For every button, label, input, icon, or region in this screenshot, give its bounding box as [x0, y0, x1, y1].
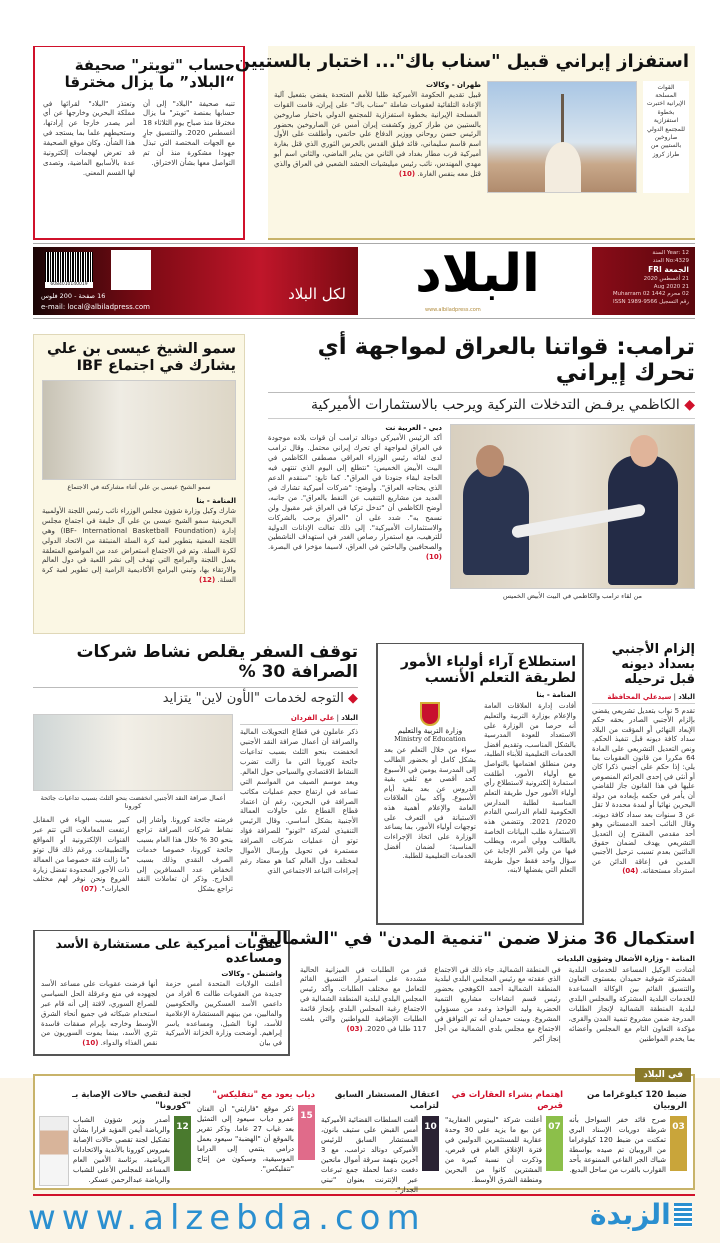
- website-link[interactable]: www.albiladpress.com: [425, 307, 481, 313]
- sanctions-headline: عقوبات أميركية على مستشارة الأسد ومساعده: [55, 936, 282, 966]
- issue-info-box: [592, 247, 695, 315]
- levy-story: إلزام الأجنبي بسداد ديونه قبل ترحيله البلاد | سيدعلي المحافظة تقدم 5 نواب بتعديل تشريعي يقضي بإلزام الأجنبي الصادر بحقه حكم الإبعاد النهائي أو المؤقت من البلاد سداد كافة ديونه قبل تنفيذ الحكم. ونص التعديل التشريعي على المادة 64 مكررا من قانون العقوبات بما يلي: إذا حكم على أجنبي ذكرا كان أو أنثى في إحدى الجرائم المنصوص عليها في هذا القانون جاز للقاضي أن يأمر في حكمه بإبعاده من دولة البحرين نهائيا أو لمدة محددة لا تقل عن 3 سنوات بعد سداد كافة ديونه. وقال النائب أحمد الدمستاني وهو أحد مقدمي المقترح إن التعديل التشريعي يهدف لضمان حقوق الدائنين بعدم تسبب ترحيل الأجنبي المدين في إعاقة الدائن عن استرداد مستحقاته. (04): [592, 642, 696, 876]
- brief-title: اعتقال المستشار السابق لترامب: [334, 1090, 439, 1112]
- ibf-dateline: المنامة - بنا: [196, 496, 236, 505]
- houses-col3: قدر من الطلبات في الميزانية الحالية مشددة على استمرار التنسيق القائم للتعامل مع مختلف الطلبات. وأكد رئيس المجلس البلدي لبلدية المنطقة الشمالية في الاجتماع رغبة المجلس البلدي بإنجاز قائمة الطلبات الإضافية للمواطنين والتي بلغت 117 طلبا في 2020.: [300, 965, 427, 1034]
- brand-label: البلاد: [341, 713, 358, 722]
- twitter-col1: تنبه صحيفة "البلاد" إلى أن حسابها بمنصة "تويتر" ما يزال مخترقا منذ صباح يوم الثلاثاء 18 أغسطس 2020. والتنسيق جارٍ مع الجهات المختصة التي تبذل جهودا مشكورة منذ أن تم التواصل معها بشأن الاختراق.: [143, 99, 235, 168]
- page-ref: (12): [198, 576, 216, 585]
- top-story: [234, 46, 695, 240]
- houses-col2: في المنطقة الشمالية. جاء ذلك في الاجتماع الذي عقدته مع رئيس المجلس البلدي لبلدية المنطقة الشمالية أحمد الكوهجي بحضور رئيس قسم انشاءات مشاريع التنمية الحضرية وليد النواخذ وعدد من مسؤولي المشروع. وبينت حميدان أنه تم التوافق في الاجتماع مع مجلس بلدي الشمالية من أجل إنجاز أكبر: [434, 965, 561, 1044]
- main-photo-caption: من لقاء ترامب والكاظمي في البيت الأبيض الخميس: [503, 592, 642, 601]
- main-story: [268, 334, 695, 634]
- twitter-notice-box: حساب "تويتر" صحيفة “البلاد” ما يزال مخترقا تنبه صحيفة "البلاد" إلى أن حسابها بمنصة "تويتر" ما يزال مخترقا منذ صباح يوم الثلاثاء 18 أغسطس 2020. والتنسيق جارٍ مع الجهات المختصة التي تبذل جهودا مشكورة منذ أن تم التواصل معها بشأن الاختراق. وتعتذر "البلاد" لقرائها في مملكة البحرين وخارجها عن أي أمر يصدر خارجا عن إرادتها، وستحيطهم علما بما يستجد في هذا الشأن. وكان موقع الصحيفة قد تعرض لهجمات إلكترونية عدة بالأسابيع الماضية، وتصدى لها القسم المعني.: [33, 46, 245, 240]
- briefs-label: في البلاد: [635, 1068, 691, 1082]
- twitter-col2: وتعتذر "البلاد" لقرائها في مملكة البحرين وخارجها عن أي أمر يصدر خارجا عن إرادتها، وستحيطهم علما بما يستجد في هذا الشأن. وكان موقع الصحيفة قد تعرض لهجمات إلكترونية عدة بالأسابيع الماضية، وتصدى لها القسم المعني.: [43, 99, 135, 178]
- page-ref: (10): [398, 170, 416, 179]
- author: علي الفردان: [290, 713, 335, 722]
- exchange-headline: توقف السفر يقلص نشاط شركات الصرافة 30 %: [76, 642, 358, 682]
- day: الجمعة FRI: [648, 265, 689, 275]
- main-dateline: دبي - العربية نت: [385, 424, 442, 433]
- brief-title: لجنة لتقصي حالات الإصابة بـ "كورونا": [72, 1090, 191, 1112]
- top-story-body: قبيل تقديم الحكومة الأميركية طلبا للأمم المتحدة يقضي بتفعيل آلية الإعادة التلقائية لعقوبات شاملة "سناب باك" على إيران، قامت القوات المسلحة الإيرانية بخطوة استفزازية للمجتمع الدولي باختبار صاروخين بالستيين من طراز كروز وكشفت إيران أمس عن الصاروخين بحضور الرئيس حسن روحاني ووزير الدفاع علي حاتمي، وأطلقت على الأول اسم قاسم سليماني، قائد فيلق القدس بالحرس الثوري الذي قتل بغارة أميركية قرب مطار بغداد في الثاني من يناير الماضي، والثاني اسم أبو مهدي المهندس، نائب رئيس ميليشيات الحشد الشعبي في العراق والذي قتل معه بنفس الغارة.: [274, 90, 481, 179]
- main-subhead: الكاظمي يرفـض التدخلات التركية ويرحب بالاستثمارات الأميركية: [311, 396, 680, 413]
- brief-text: صرح قائد خفر السواحل بأنه شرطة دوريات الإسناد البري تمكنت من ضبط 120 كيلوغراما من الروبيان تم صيده بواسطة شباك الجر القاعي الممنوعة بأحد القوارب بالقرب من ساحل البديع.: [569, 1116, 666, 1174]
- brief-title: دياب يعود مع "نتفليكس": [212, 1090, 315, 1100]
- author: سيدعلي المحافظة: [607, 692, 672, 701]
- sanctions-dateline: واشنطن - وكالات: [221, 969, 282, 978]
- page-ref: (03): [346, 1025, 363, 1034]
- qr-code: [111, 250, 151, 290]
- education-col2: سواء من خلال التعلم عن بعد بشكل كامل أو بحضور الطالب إلى المدرسة يومين في الأسبوع كحد أقصى مع تلقي بقية الدروس عن بعد بقية أيام الأسبوع. وأكد بيان العلاقات العامة والإعلام أهمية هذه الاستبانة في التعرف على توجهات أولياء الأمور، بما يساعد الوزارة على اتخاذ الإجراءات المناسبة؛ لضمان أفضل الخدمات التعليمية للطلبة.: [384, 746, 476, 861]
- page-ref: (10): [425, 553, 442, 562]
- levy-headline: إلزام الأجنبي بسداد ديونه قبل ترحيله: [611, 642, 695, 687]
- brief-text: ألقت السلطات القضائية الأميركية أمس القبض على ستيف بانون، المستشار السابق للرئيس الأميركي دونالد ترامب، مع 3 آخرين بتهمة سرقة أموال مانحين دفعت دعما لحملة جمع تبرعات عبر الإنترنت بعنوان "نبني الجدار".: [321, 1116, 418, 1194]
- page-badge: 07: [546, 1116, 563, 1171]
- brief-item: [569, 1090, 687, 1176]
- year: Year: 12 السنة: [652, 250, 689, 256]
- main-body: أكد الرئيس الأميركي دونالد ترامب أن قوات بلاده موجودة في العراق لمواجهة أي تحرك إيراني محتمل. وقال ترامب لدى لقائه رئيس الوزراء العراقي مصطفى الكاظمي في البيت الأبيض الخميس: "نتطلع إلى اليوم الذي تنتهي فيه الحاجة لبقاء جنودنا في العراق". كما تابع: "سنقدم الدعم الذي يحتاجه العراق". وأوضح: "شركات أميركية تشارك في العديد من مشاريع التنقيب عن النفط بالعراق". من جانبه، أوضح الكاظمي أن "تدخل تركيا في العراق غير مقبول ولن نسمح به". شدد على أن "العراق يرحب بالشركات والاستثمارات الأميركية". إلى ذلك تعالت الإدانات الدولية للترهيب، مع استمرار رصاص الغدر في استهداف الناشطين والصحافيين والباحثين في العراق، لاسيما مؤخرا في البصرة.: [268, 434, 442, 552]
- barcode: [45, 252, 93, 282]
- page-badge: 12: [174, 1116, 191, 1171]
- ibf-caption: سمو الشيخ عيسى بن علي أثناء مشاركته في الاجتماع: [67, 483, 211, 492]
- brief-title: ضبط 120 كيلوغراما من الروبيان: [586, 1090, 687, 1112]
- page-ref: (10): [82, 1039, 99, 1048]
- page-badge: 03: [670, 1116, 687, 1171]
- trump-kadhimi-photo: [450, 424, 695, 589]
- exchange-story: توقف السفر يقلص نشاط شركات الصرافة 30 % ◆ التوجه لخدمات "الأون لاين" يتزايد البلاد | علي الفردان ذكر عاملون في قطاع التحويلات المالية والصرافة أن أعمال صرافة النقد الأجنبي انخفضت بنحو الثلث بسبب تداعيات جائحة كورونا التي ما زالت تضرب النشاط الاقتصادي والسياحي حول العالم. ويعد موسم الصيف من المواسم التي تساعد في ارتفاع حجم عمليات مكاتب الصرافة في البحرين، رغم أن اعتماد قطاع القطاع على حاولات العمالة الأجنبية بشكل أساسي. وقال الرئيس التنفيذي لشركة "اتونو" للصرافة فؤاد توتو أن عمليات شركات الصرافة مستمرة في تحويل وإرسال الأموال لمختلف دول العالم كما هو معتاد رغم إجراءات التباعد الاجتماعي الذي أعمال صرافة النقد الأجنبي انخفضت بنحو الثلث بسبب تداعيات جائحة كورونا فرضته جائحة كورونا. وأشار إلى نشاط شركات الصرافة تراجع بنحو 30 % خلال هذا العام بسبب جائحة كورونا، خصوصا خدمات الصرف النقدي وذلك بسبب انخفاض عدد المسافرين إلى الخارج. وذكر أن تعاملات النقد تراجع بشكل كبير بسبب الوباء في المقابل ارتفعت المعاملات التي تتم عبر القنوات الإلكترونية أو المواقع والتطبيقات. ورغم ذلك قال توتو "ما زالت فئة خصوصا من العمالة ذات الأجور المحدودة تفضل زيارة الفروع ونحن نوفر لهم مختلف الخيارات". (07): [33, 642, 358, 894]
- brief-text: أعلنت شركة "ليبتوس العقارية" عن بيع ما يزيد على 30 وحدة عقارية للمستثمرين الدوليين في فترة الإغلاق العام في قبرص، وذكرت أن نسبة كبيرة من المشترين كانوا من البحرين ومنطقة الشرق الأوسط.: [445, 1116, 543, 1184]
- top-story-dateline: طهران - وكالات: [425, 80, 481, 89]
- newspaper-icon: [674, 1203, 692, 1227]
- ibf-body: شارك وكيل وزارة شؤون مجلس الوزراء نائب رئيس اللجنة الأولمبية البحرينية سمو الشيخ عيسى بن علي آل خليفة في اجتماع مجلس إدارة (IBF- International Basketball Foundation) وهي اللجنة المعنية بتطوير لعبة كرة السلة المنبثقة من الاتحاد الدولي لكرة السلة. وتم في الاجتماع استعراض عدد من المواضيع المتعلقة بعمل اللجنة والبرامج التي تهدف إلى نشر اللعبة في دول العالم والارتقاء بها، وتبني البرامج الأكاديمية الرامية إلى تطوير لعبة كرة السلة.: [42, 506, 236, 585]
- minister-portrait: [39, 1116, 69, 1186]
- education-headline: استطلاع آراء أولياء الأمور لطريقة التعلم الأنسب: [400, 654, 576, 687]
- alzebda-logo: [590, 1198, 692, 1231]
- exchange-col2: فرضته جائحة كورونا. وأشار إلى نشاط شركات الصرافة تراجع بنحو 30 % خلال هذا العام بسبب جائحة كورونا، خصوصا خدمات الصرف النقدي وذلك بسبب انخفاض عدد المسافرين إلى الخارج. وذكر أن تعاملات النقد تراجع بشكل: [136, 815, 234, 894]
- exchange-counter-photo: [33, 714, 233, 791]
- brief-item: [39, 1090, 191, 1186]
- masthead-slogan: لكل البلاد: [288, 285, 346, 303]
- date-ar: 21 أغسطس 2020: [643, 275, 689, 282]
- issue-number: No:4329 العدد: [652, 257, 689, 264]
- brief-text: أصدر وزير شؤون الشباب والرياضة أيمن المؤيد قرارا بشأن تشكيل لجنة تقصي حالات الإصابة بفيروس كورونا بالأندية والاتحادات الرياضية، برئاسة الأمين العام المساعد للمجلس الأعلى للشباب والرياضة عبدالرحمن عسكر.: [73, 1116, 170, 1184]
- sanctions-col2: أنها فرضت عقوبات على مساعد الأسد لجهوده في منع وعرقلة الحل السياسي للصراع السوري، لافتة إلى أنه قام عبر استخدام شبكاته في جميع أنحاء الشرق الأوسط وخارجه بإبرام صفقات فاسدة تثري الأسد، بينما يموت السوريون من نقص الغذاء والدواء.: [41, 979, 158, 1048]
- sanctions-col1: أعلنت الولايات المتحدة أمس حزمة جديدة من العقوبات طالت 6 أفراد من داعمي الأسد العسكريين والحكوميين والماليين، من بينهم المستشارة الإعلامية للأسد، لونا الشبل، ومساعده ياسر إبراهيم. أوضحت وزارة الخزانة الأميركية في بيان: [165, 979, 283, 1048]
- exchange-caption: أعمال صرافة النقد الأجنبي انخفضت بنحو الثلث بسبب تداعيات جائحة كورونا: [40, 793, 226, 811]
- missile-launch-photo: [487, 81, 637, 193]
- houses-dateline: المنامة - وزارة الأشغال وشؤون البلديات: [557, 954, 695, 963]
- top-story-caption: القوات المسلحة الإيرانية اختبرت بخطوة استفزازية للمجتمع الدولي صاروخين بالستيين من طراز كروز: [646, 83, 686, 158]
- brief-title: اهتمام بشراء العقارات في قبرص: [451, 1090, 563, 1112]
- masthead-banner: [33, 247, 358, 315]
- alzebda-logo-text: الزبدة: [590, 1198, 671, 1231]
- page-badge: 10: [422, 1116, 439, 1171]
- ibf-story: [33, 334, 245, 634]
- hijri-date: 02 محرم 1442 02 Muharram: [612, 291, 689, 298]
- education-col1: أفادت إدارة العلاقات العامة والإعلام بوزارة التربية والتعليم أنه حرصا من الوزارة على الاستعداد للعودة المدرسية بالشكل المناسب، وتقديم أفضل الخدمات التعليمية للأبناء الطلبة، ومن منطلق اهتمامها بالتواصل مع أولياء الأمور، أطلقت استمارة إلكترونية لاستطلاع رأي أولياء الأمور حول طريقة التعلم المناسبة لطلبة المدارس الحكومية للعام الدراسي القادم 2020/ 2021. وتتضمن هذه الاستمارة طلب البيانات الخاصة بالطالب وولي أمره، ويطلب فيها من ولي الأمر الإجابة عن سؤال واحد فقط حول طريقة التعلم التي يفضلها لابنه،: [484, 702, 576, 875]
- ministry-of-education-logo: [384, 702, 476, 743]
- albilad-logo: [370, 244, 585, 316]
- moe-ar: وزارة التربية والتعليم: [397, 726, 463, 736]
- issn: رقم التسجيل ISSN 1989-9566: [612, 298, 689, 305]
- ibf-meeting-photo: [42, 380, 236, 480]
- page-ref: (04): [622, 867, 639, 876]
- brief-item: [197, 1090, 315, 1175]
- brand-label: البلاد: [678, 692, 695, 701]
- houses-headline: استكمال 36 منزلا ضمن "تنمية المدن" في "الشمالية": [249, 929, 695, 949]
- education-story: [376, 643, 584, 925]
- brief-text: ذكر موقع "فارايتي" أن الفنان عمرو دياب سيعود إلى التمثيل بعد غياب 27 عاما. وذكر تقرير بالموقع أن "الهضبة" سيعود بعمل درامي ينتمي إلى الدراما الموسيقية، وسيكون من إنتاج "نتفليكس".: [197, 1105, 294, 1173]
- briefs-box: [33, 1070, 695, 1194]
- alzebda-url[interactable]: www.alzebda.com: [28, 1198, 426, 1238]
- page-badge: 15: [298, 1105, 315, 1160]
- brief-item: [445, 1090, 563, 1186]
- houses-col1: أشادت الوكيل المساعد للخدمات البلدية المشتركة شوقية حميدان بمستوى التعاون والتنسيق القائم بين الوكالة المساعدة للخدمات البلدية المشتركة والمجلس البلدي لبلدية المنطقة الشمالية لإنجاز الطلبات المدرجة ضمن مشروع تنمية المدن والقرى، مؤكدة التعاون التام مع المجلس وأعضائه بما يخدم المواطنين: [568, 965, 695, 1044]
- exchange-col3: كبير بسبب الوباء في المقابل ارتفعت المعاملات التي تتم عبر القنوات الإلكترونية أو المواقع والتطبيقات. ورغم ذلك قال توتو "ما زالت فئة خصوصا من العمالة ذات الأجور المحدودة تفضل زيارة الفروع ونحن نوفر لهم مختلف الخيارات".: [33, 815, 130, 894]
- twitter-headline-line1: حساب "تويتر" صحيفة: [74, 56, 235, 74]
- logo-text: البلاد: [415, 244, 540, 304]
- exchange-col1: ذكر عاملون في قطاع التحويلات المالية والصرافة أن أعمال صرافة النقد الأجنبي انخفضت بنحو الثلث بسبب تداعيات جائحة كورونا التي ما زالت تضرب النشاط الاقتصادي والسياحي حول العالم. ويعد موسم الصيف من المواسم التي تساعد في ارتفاع حجم عمليات مكاتب الصرافة في البحرين، رغم أن اعتماد قطاع القطاع على حاولات العمالة الأجنبية بشكل أساسي. وقال الرئيس التنفيذي لشركة "اتونو" للصرافة فؤاد توتو أن عمليات شركات الصرافة مستمرة في تحويل وإرسال الأموال لمختلف دول العالم كما هو معتاد رغم إجراءات التباعد الاجتماعي الذي: [240, 727, 358, 876]
- page-ref: (07): [80, 885, 98, 894]
- moe-en: Ministry of Education: [394, 735, 466, 744]
- albilad-brand: البلاد: [189, 73, 226, 92]
- education-dateline: المنامة - بنا: [536, 691, 576, 700]
- bullet-icon: ◆: [348, 691, 358, 707]
- main-headline: ترامب: قواتنا بالعراق لمواجهة أي تحرك إيراني: [317, 334, 695, 387]
- top-story-headline: استفزاز إيراني قبيل "سناب باك"... اختبار بالستيين: [234, 51, 689, 72]
- ibf-headline: سمو الشيخ عيسى بن علي يشارك في اجتماع IBF: [46, 341, 236, 374]
- barcode-number: 6084010140019: [45, 282, 93, 288]
- bullet-icon: ◆: [684, 396, 695, 413]
- twitter-headline-line2: ما يزال مخترقا: [64, 73, 175, 92]
- exchange-subhead: التوجه لخدمات "الأون لاين" يتزايد: [162, 691, 344, 707]
- date-en: 21 Aug 2020: [653, 283, 689, 290]
- email-link[interactable]: e-mail: local@albiladpress.com: [41, 303, 150, 311]
- pages-price: 16 صفحة - 200 فلوس: [41, 292, 106, 300]
- levy-body: تقدم 5 نواب بتعديل تشريعي يقضي بإلزام الأجنبي الصادر بحقه حكم الإبعاد النهائي أو المؤقت من البلاد سداد كافة ديونه قبل تنفيذ الحكم. ونص التعديل التشريعي على المادة 64 مكررا من قانون العقوبات بما يلي: إذا حكم على أجنبي ذكرا كان أو أنثى في إحدى الجرائم المنصوص عليها في هذا القانون جاز للقاضي أن يأمر في حكمه بإبعاده من دولة البحرين نهائيا أو لمدة محددة لا تقل عن 3 سنوات بعد سداد كافة ديونه. وقال النائب أحمد الدمستاني وهو أحد مقدمي المقترح إن التعديل التشريعي يهدف لضمان حقوق الدائنين بعدم تسبب ترحيل الأجنبي المدين في إعاقة الدائن عن استرداد مستحقاته.: [592, 706, 696, 876]
- brief-item: [321, 1090, 439, 1196]
